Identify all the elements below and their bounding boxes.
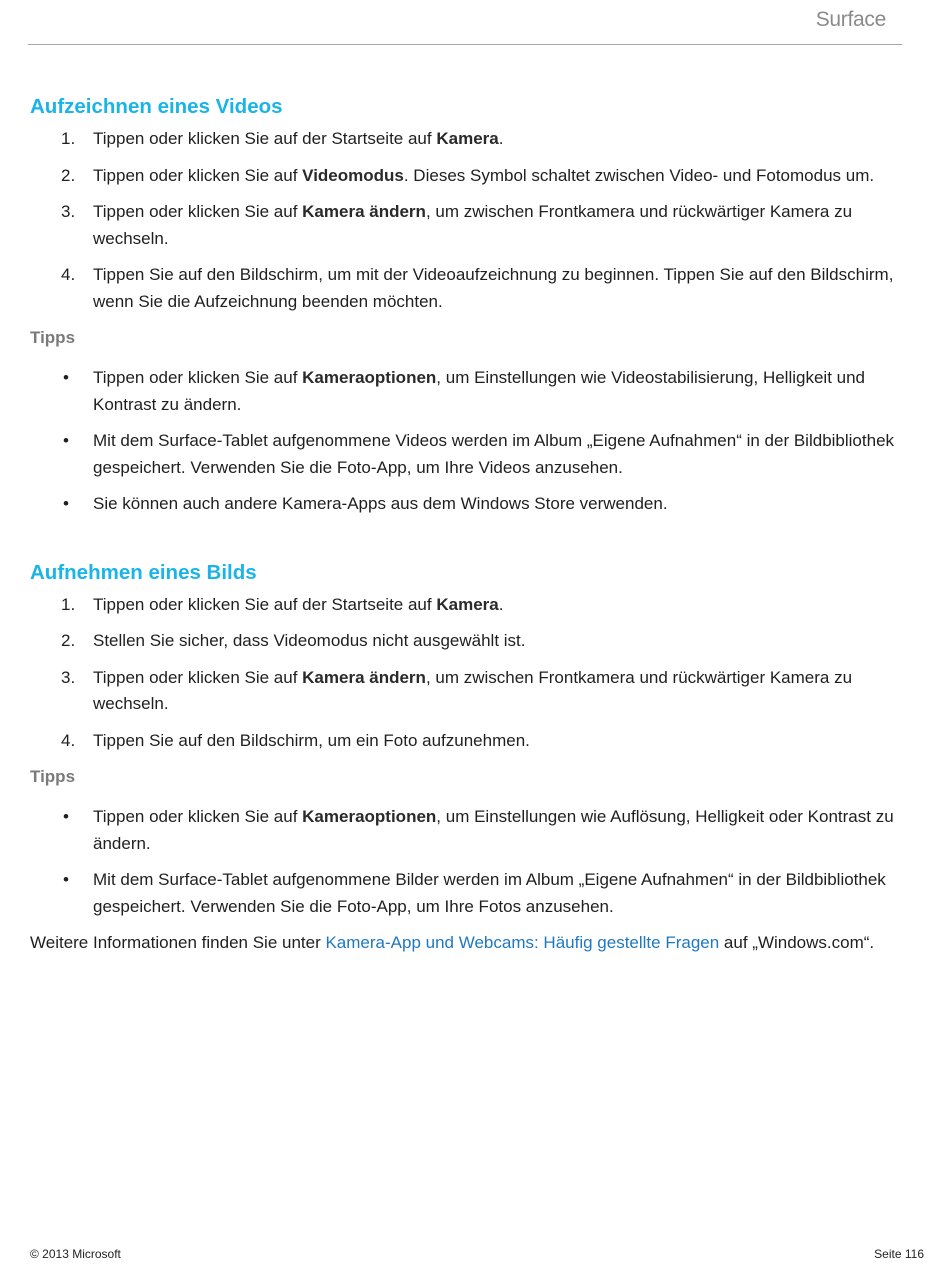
section-heading-photo: Aufnehmen eines Bilds <box>30 560 257 584</box>
list-item: • Sie können auch andere Kamera-Apps aus dem Windows Store verwenden. <box>30 491 910 518</box>
photo-steps-list <box>30 592 910 755</box>
more-info-paragraph: Weitere Informationen finden Sie unter Kamera-App und Webcams: Häufig gestellte Fragen auf „Windows.com“. <box>30 933 875 952</box>
bullet-icon: • <box>63 870 69 889</box>
list-item: • Mit dem Surface-Tablet aufgenommene Bilder werden im Album „Eigene Aufnahmen“ in der Bildbibliothek gespeichert. Verwenden Sie die Foto-App, um Ihre Fotos anzusehen. <box>30 867 910 920</box>
photo-tips-list <box>30 804 910 920</box>
list-item: 1. Tippen oder klicken Sie auf der Startseite auf Kamera. <box>61 594 504 614</box>
header-divider <box>28 44 902 45</box>
list-item: 3. Tippen oder klicken Sie auf Kamera ändern, um zwischen Frontkamera und rückwärtiger Kamera zu wechseln. <box>61 667 853 713</box>
faq-link[interactable]: Kamera-App und Webcams: Häufig gestellte Fragen <box>325 933 720 952</box>
list-item: 2. Stellen Sie sicher, dass Videomodus nicht ausgewählt ist. <box>61 631 526 650</box>
list-item: 4. Tippen Sie auf den Bildschirm, um mit der Videoaufzeichnung zu beginnen. Tippen Sie auf den Bildschirm, wenn Sie die Aufzeichnung beenden möchten. <box>61 265 894 311</box>
list-item: • Mit dem Surface-Tablet aufgenommene Videos werden im Album „Eigene Aufnahmen“ in der Bildbibliothek gespeichert. Verwenden Sie die Foto-App, um Ihre Videos anzusehen. <box>30 428 910 481</box>
tips-heading: Tipps <box>30 328 76 347</box>
video-tips-list <box>30 365 910 518</box>
list-item: • Tippen oder klicken Sie auf Kameraoptionen, um Einstellungen wie Auflösung, Helligkeit oder Kontrast zu ändern. <box>30 804 910 857</box>
bullet-icon: • <box>63 431 69 450</box>
list-item: 4. Tippen Sie auf den Bildschirm, um ein Foto aufzunehmen. <box>61 730 530 750</box>
footer-page-number: Seite 116 <box>874 1247 924 1261</box>
list-item: 2. Tippen oder klicken Sie auf Videomodus. Dieses Symbol schaltet zwischen Video- und Fotomodus um. <box>61 165 875 185</box>
list-item: 3. Tippen oder klicken Sie auf Kamera ändern, um zwischen Frontkamera und rückwärtiger Kamera zu wechseln. <box>61 202 853 248</box>
page-content <box>30 92 910 956</box>
section-heading-video: Aufzeichnen eines Videos <box>30 95 283 118</box>
surface-logo: Surface <box>815 8 886 31</box>
bullet-icon: • <box>63 494 69 513</box>
tips-heading: Tipps <box>30 767 76 786</box>
bullet-icon: • <box>63 807 69 826</box>
bullet-icon: • <box>63 368 69 387</box>
video-steps-list <box>30 126 910 315</box>
footer-copyright: © 2013 Microsoft <box>30 1247 121 1261</box>
list-item: 1. Tippen oder klicken Sie auf der Startseite auf Kamera. <box>61 129 504 148</box>
list-item: • Tippen oder klicken Sie auf Kameraoptionen, um Einstellungen wie Videostabilisierung, Helligkeit und Kontrast zu ändern. <box>30 365 910 418</box>
